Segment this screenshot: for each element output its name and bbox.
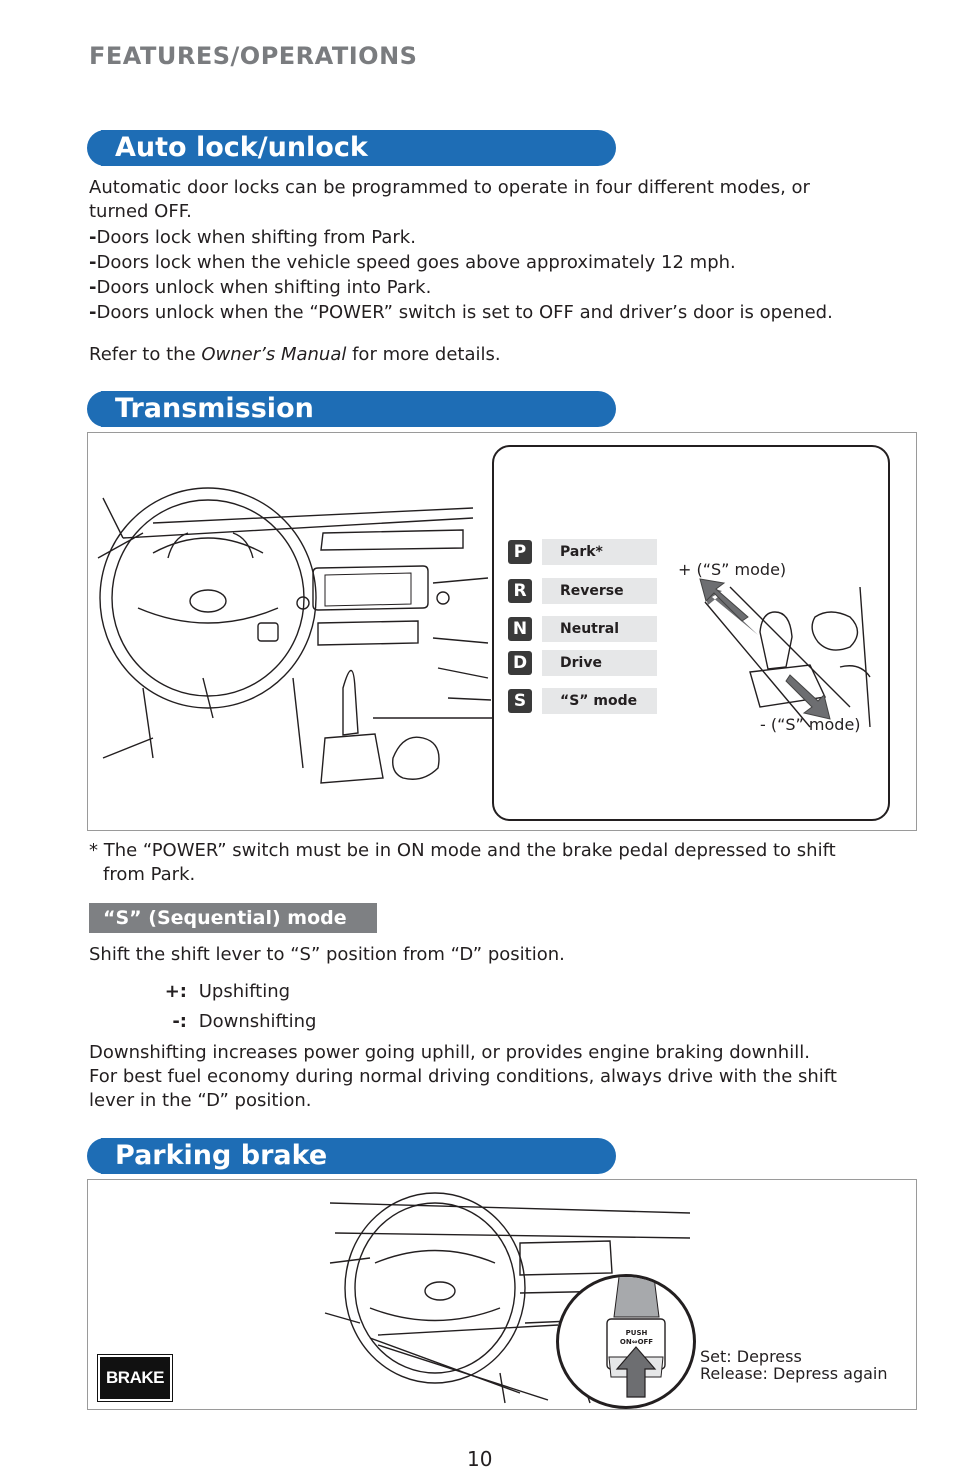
dashboard-illustration bbox=[93, 438, 493, 828]
auto-lock-title: Auto lock/unlock bbox=[115, 132, 368, 163]
s-mode-item-list bbox=[157, 977, 316, 1037]
transmission-title: Transmission bbox=[115, 393, 314, 424]
section-title-auto-lock bbox=[101, 130, 616, 166]
transmission-footnote bbox=[89, 839, 919, 887]
s-mode-note bbox=[89, 1041, 919, 1113]
switch-text-on-off: ON⇔OFF bbox=[619, 1338, 654, 1346]
parking-brake-illustration-frame bbox=[87, 1179, 917, 1410]
pointer-lines bbox=[368, 1315, 568, 1405]
parking-brake-title: Parking brake bbox=[115, 1140, 328, 1171]
list-item: +: Upshifting bbox=[164, 981, 291, 1002]
auto-lock-refer: Refer to the Owner’s Manual for more details. bbox=[89, 344, 501, 365]
s-mode-note-line1: Downshifting increases power going uphill, or provides engine braking downhill. bbox=[89, 1042, 810, 1063]
list-item: -: Downshifting bbox=[172, 1011, 317, 1032]
footnote-line1: * The “POWER” switch must be in ON mode and the brake pedal depressed to shift bbox=[89, 840, 836, 861]
gear-label-neutral: Neutral bbox=[542, 616, 657, 642]
plus-s-mode-label: + (“S” mode) bbox=[678, 560, 787, 579]
auto-lock-intro-line2: turned OFF. bbox=[89, 201, 192, 222]
gear-item-reverse bbox=[508, 578, 657, 604]
gear-letter-s: S bbox=[508, 689, 532, 713]
gear-item-park bbox=[508, 539, 657, 565]
set-label: Set: Depress bbox=[700, 1347, 802, 1366]
s-mode-note-line3: lever in the “D” position. bbox=[89, 1090, 312, 1111]
gear-letter-r: R bbox=[508, 579, 532, 603]
list-item: -Doors unlock when shifting into Park. bbox=[89, 277, 432, 298]
gear-label-park: Park* bbox=[542, 539, 657, 565]
brake-instructions bbox=[700, 1348, 888, 1382]
switch-text-push: PUSH bbox=[625, 1329, 648, 1337]
gear-letter-n: N bbox=[508, 617, 532, 641]
s-mode-title: “S” (Sequential) mode bbox=[89, 903, 377, 933]
release-label: Release: Depress again bbox=[700, 1364, 888, 1383]
gear-item-drive bbox=[508, 650, 657, 676]
gear-label-reverse: Reverse bbox=[542, 578, 657, 604]
auto-lock-bullet-list bbox=[89, 225, 929, 325]
list-item: -Doors lock when the vehicle speed goes above approximately 12 mph. bbox=[89, 252, 736, 273]
s-mode-note-line2: For best fuel economy during normal driving conditions, always drive with the shift bbox=[89, 1066, 837, 1087]
list-item: -Doors lock when shifting from Park. bbox=[89, 227, 416, 248]
gear-label-drive: Drive bbox=[542, 650, 657, 676]
gear-label-s-mode: “S” mode bbox=[542, 688, 657, 714]
footnote-line2: from Park. bbox=[103, 864, 196, 885]
gear-letter-p: P bbox=[508, 540, 532, 564]
gear-item-neutral bbox=[508, 616, 657, 642]
page-number: 10 bbox=[467, 1447, 493, 1471]
gear-letter-d: D bbox=[508, 651, 532, 675]
section-title-transmission bbox=[101, 391, 616, 427]
section-title-parking-brake bbox=[101, 1138, 616, 1174]
switch-inset-ring bbox=[556, 1274, 696, 1409]
page-header: FEATURES/OPERATIONS bbox=[89, 42, 418, 70]
minus-s-mode-label: - (“S” mode) bbox=[760, 715, 861, 734]
auto-lock-intro bbox=[89, 176, 919, 224]
brake-indicator-icon: BRAKE bbox=[98, 1355, 172, 1401]
transmission-illustration-frame bbox=[87, 432, 917, 831]
auto-lock-intro-line1: Automatic door locks can be programmed to operate in four different modes, or bbox=[89, 177, 810, 198]
list-item: -Doors unlock when the “POWER” switch is set to OFF and driver’s door is opened. bbox=[89, 302, 833, 323]
gear-inset-panel bbox=[492, 445, 890, 821]
s-mode-instruction: Shift the shift lever to “S” position from “D” position. bbox=[89, 944, 565, 965]
gear-item-s-mode bbox=[508, 688, 657, 714]
owners-manual-ref: Owner’s Manual bbox=[201, 344, 347, 365]
